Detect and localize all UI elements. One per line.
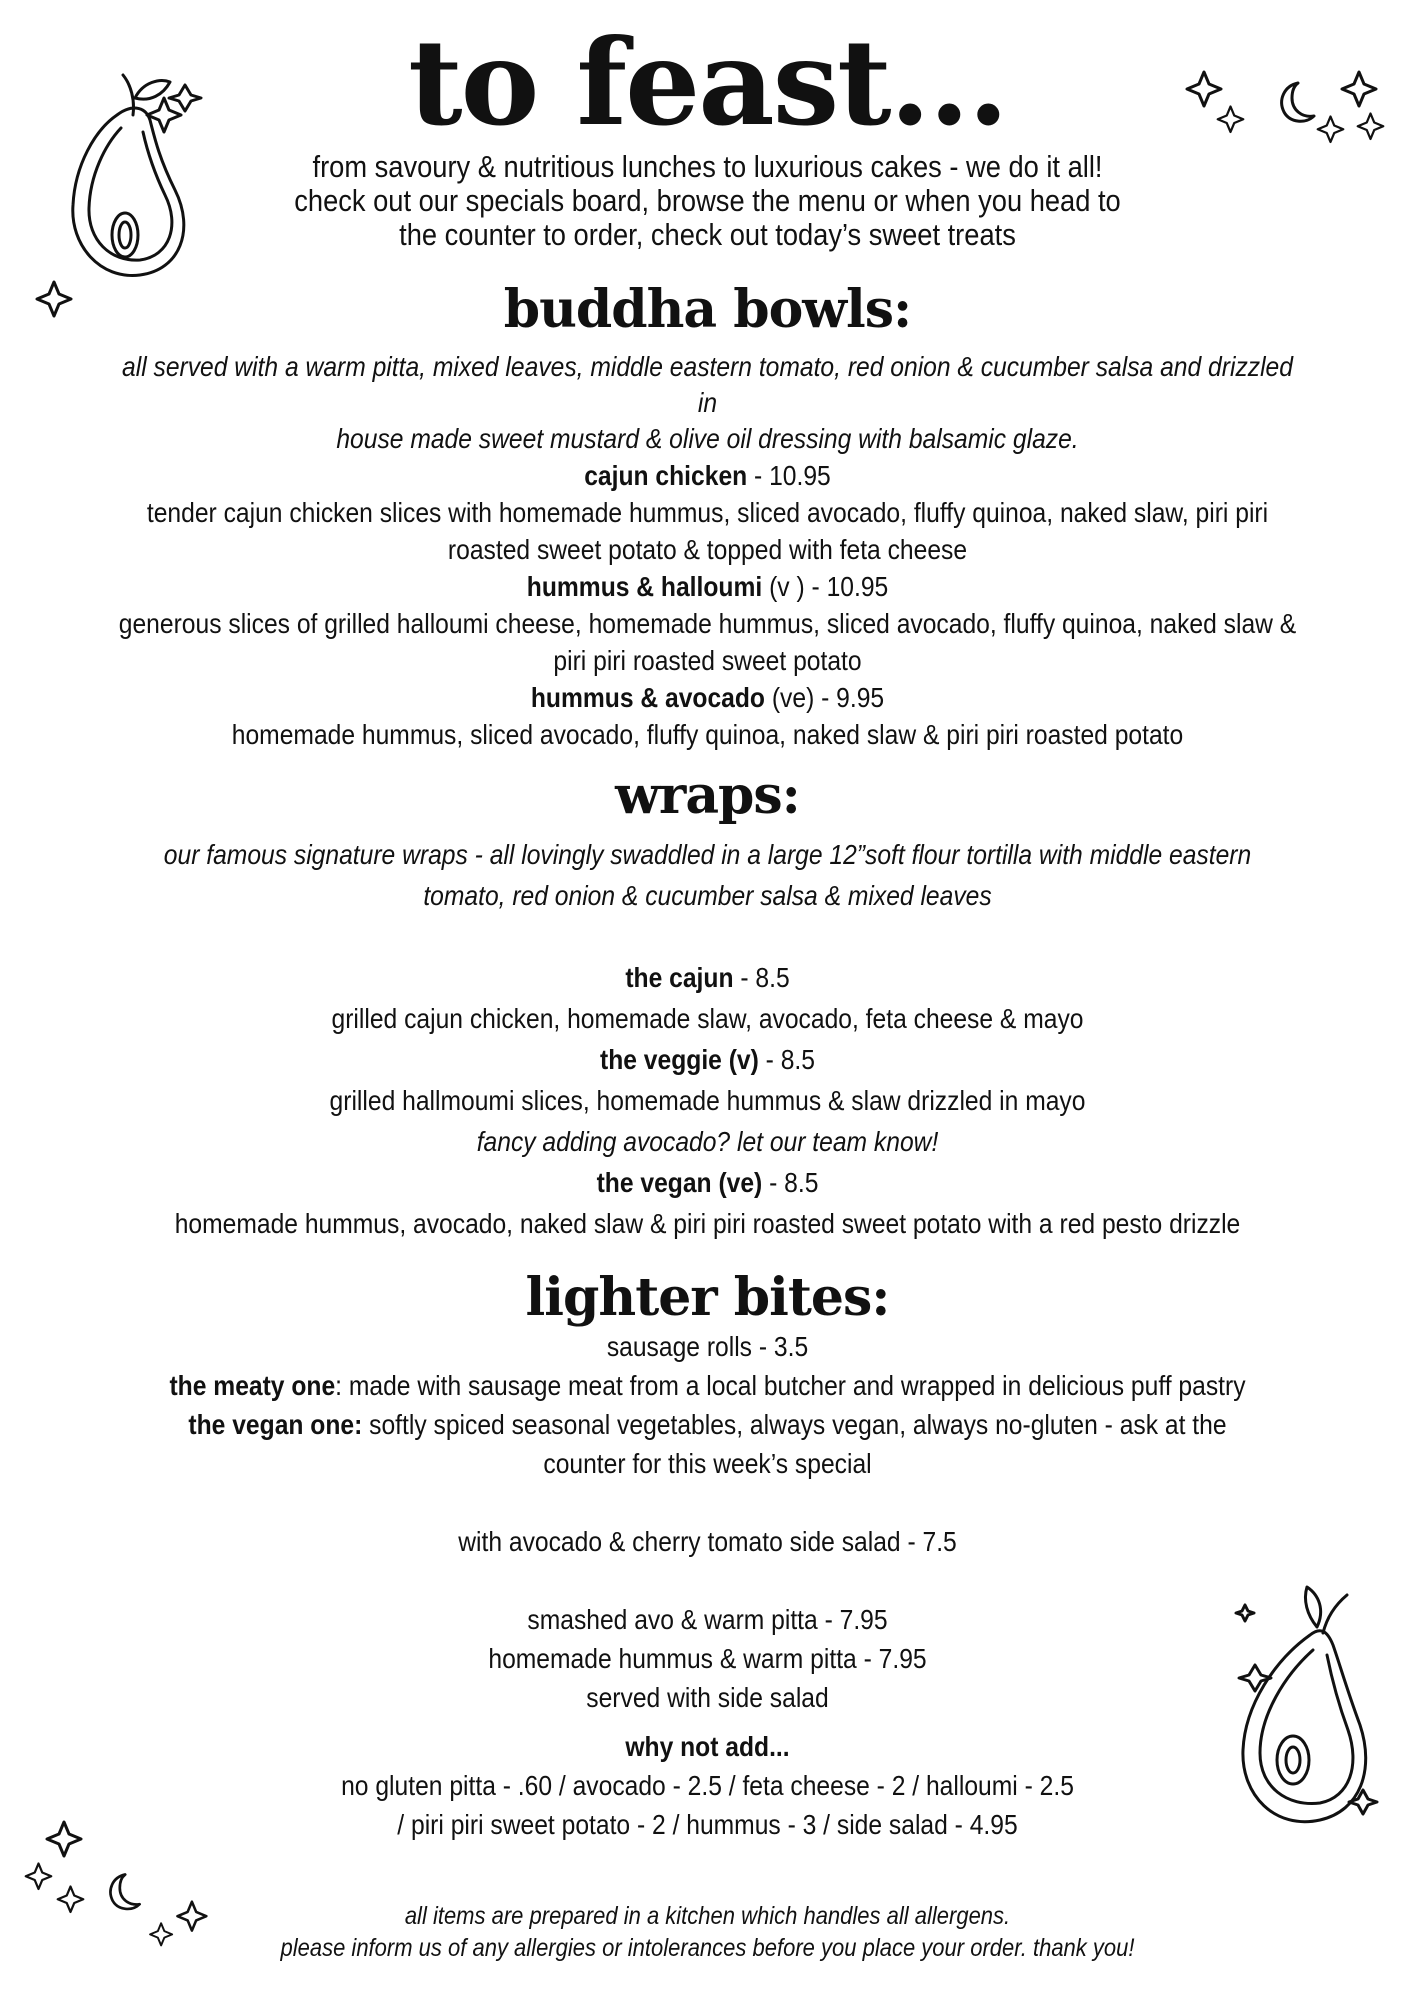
addons-heading: why not add... xyxy=(625,1731,790,1762)
intro-line: from savoury & nutritious lunches to luxurious cakes - we do it all! xyxy=(312,149,1103,184)
spacer xyxy=(111,1561,1303,1600)
item-description: : made with sausage meat from a local butcher and wrapped in delicious puff pastry xyxy=(335,1370,1246,1401)
item-name: the veggie (v) xyxy=(600,1044,759,1075)
footer-line: please inform us of any allergies or intolerances before you place your order. thank you! xyxy=(280,1934,1135,1962)
menu-item-title xyxy=(111,957,1303,998)
hummus-pitta-line: homemade hummus & warm pitta - 7.95 xyxy=(488,1643,927,1674)
footer-line: all items are prepared in a kitchen which handles all allergens. xyxy=(404,1902,1011,1930)
description-line: house made sweet mustard & olive oil dressing with balsamic glaze. xyxy=(336,423,1079,454)
item-name: the vegan one: xyxy=(188,1409,363,1440)
description-line: tomato, red onion & cucumber salsa & mixed leaves xyxy=(423,880,992,911)
item-name: hummus & avocado xyxy=(530,682,765,713)
item-name: the cajun xyxy=(625,962,734,993)
intro-text xyxy=(261,150,1154,252)
item-description: grilled hallmoumi slices, homemade hummus & slaw drizzled in mayo xyxy=(329,1085,1086,1116)
sparkle-icon xyxy=(28,1862,58,1892)
item-description: softly spiced seasonal vegetables, always vegan, always no-gluten - ask at the xyxy=(362,1409,1227,1440)
item-name: the vegan (ve) xyxy=(596,1167,763,1198)
item-name: hummus & halloumi xyxy=(526,571,763,602)
sparkle-icon xyxy=(60,1885,90,1915)
item-name: the meaty one xyxy=(169,1370,336,1401)
menu-item-title xyxy=(111,457,1303,494)
addons-line: no gluten pitta - .60 / avocado - 2.5 / feta cheese - 2 / halloumi - 2.5 xyxy=(341,1770,1074,1801)
lighter-bites-items xyxy=(111,1327,1303,1844)
description-line: our famous signature wraps - all lovingly swaddled in a large 12”soft flour tortilla with middle eastern xyxy=(163,839,1252,870)
menu-item-title xyxy=(111,568,1303,605)
menu-item-title xyxy=(111,1039,1303,1080)
item-price: - 8.5 xyxy=(758,1044,815,1075)
side-salad-line: with avocado & cherry tomato side salad - 7.5 xyxy=(458,1526,957,1557)
page-title: to feast... xyxy=(408,13,1007,152)
wraps-heading: wraps: xyxy=(615,765,800,826)
meaty-one-line xyxy=(111,1366,1303,1405)
item-tag: (ve) xyxy=(764,682,815,713)
spacer xyxy=(111,1483,1303,1522)
allergen-footer xyxy=(138,1900,1278,1964)
smashed-avo-line: smashed avo & warm pitta - 7.95 xyxy=(527,1604,888,1635)
item-description: grilled cajun chicken, homemade slaw, avocado, feta cheese & mayo xyxy=(331,1003,1084,1034)
lighter-bites-heading: lighter bites: xyxy=(525,1267,890,1328)
item-name: cajun chicken xyxy=(584,460,748,491)
description-line: all served with a warm pitta, mixed leaves, middle eastern tomato, red onion & cucumber salsa and drizzled in xyxy=(122,351,1293,418)
vegan-one-line xyxy=(111,1405,1303,1444)
wraps-items xyxy=(111,957,1303,1244)
item-note: fancy adding avocado? let our team know! xyxy=(476,1126,939,1157)
intro-line: the counter to order, check out today’s sweet treats xyxy=(399,217,1016,252)
item-description: generous slices of grilled halloumi cheese, homemade hummus, sliced avocado, fluffy quinoa, naked slaw & xyxy=(118,608,1297,639)
item-price: - 10.95 xyxy=(747,460,831,491)
wraps-description xyxy=(120,834,1295,916)
sparkle-icon xyxy=(50,1820,90,1860)
item-price: - 8.5 xyxy=(762,1167,819,1198)
intro-line: check out our specials board, browse the menu or when you head to xyxy=(294,183,1121,218)
addons-line: / piri piri sweet potato - 2 / hummus - 3 / side salad - 4.95 xyxy=(397,1809,1018,1840)
item-description: roasted sweet potato & topped with feta cheese xyxy=(447,534,968,565)
buddha-bowls-heading: buddha bowls: xyxy=(503,279,912,340)
item-description: counter for this week’s special xyxy=(543,1448,872,1479)
item-description: piri piri roasted sweet potato xyxy=(553,645,862,676)
item-tag: (v ) xyxy=(762,571,805,602)
item-price: - 10.95 xyxy=(804,571,889,602)
served-with-line: served with side salad xyxy=(586,1682,829,1713)
buddha-bowls-items xyxy=(111,457,1303,753)
item-price: - 9.95 xyxy=(814,682,885,713)
item-description: homemade hummus, sliced avocado, fluffy quinoa, naked slaw & piri piri roasted potato xyxy=(231,719,1184,750)
menu-item-title xyxy=(111,679,1303,716)
menu-item-title xyxy=(111,1162,1303,1203)
item-price: - 8.5 xyxy=(733,962,790,993)
item-description: homemade hummus, avocado, naked slaw & piri piri roasted sweet potato with a red pesto drizzle xyxy=(174,1208,1241,1239)
sausage-rolls-line: sausage rolls - 3.5 xyxy=(606,1331,809,1362)
item-description: tender cajun chicken slices with homemade hummus, sliced avocado, fluffy quinoa, naked slaw, piri piri xyxy=(146,497,1269,528)
buddha-bowls-description xyxy=(120,349,1295,457)
